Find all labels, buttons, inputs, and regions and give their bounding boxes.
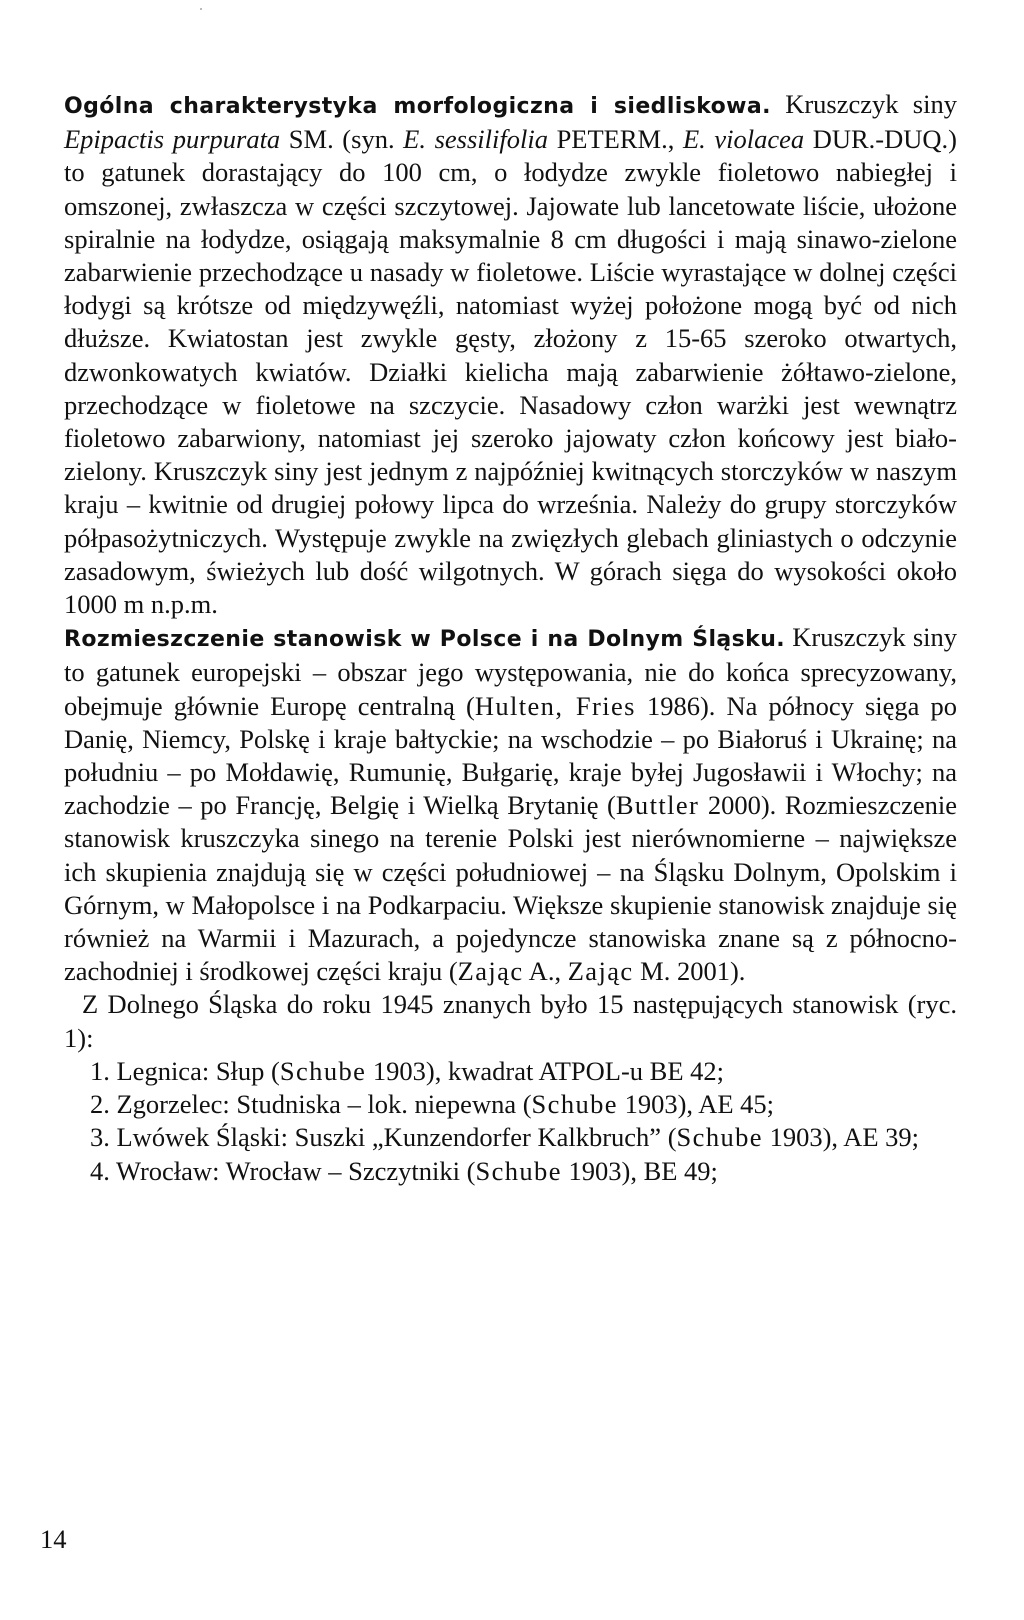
species-name-italic: Epipactis purpurata xyxy=(64,124,281,155)
list-item-text: 4. Wrocław: Wrocław – Szczytniki ( xyxy=(90,1155,476,1186)
list-item-text: 1. Legnica: Słup ( xyxy=(90,1055,280,1086)
text-span: A., xyxy=(523,956,568,987)
list-item xyxy=(90,1055,957,1088)
synonym-italic: E. violacea xyxy=(682,124,805,155)
author-citation: Hulten, Fries xyxy=(474,690,636,721)
paragraph-morphology xyxy=(64,88,957,621)
paragraph-distribution xyxy=(64,621,957,988)
text-span: Kruszczyk siny xyxy=(770,89,957,119)
author-citation: Schube xyxy=(676,1122,763,1153)
author-citation: Schube xyxy=(475,1155,562,1186)
list-item-text: 3. Lwówek Śląski: Suszki „Kunzendorfer Kalkbruch” ( xyxy=(90,1122,677,1153)
list-item xyxy=(90,1155,957,1188)
list-item-text: 2. Zgorzelec: Studniska – lok. niepewna ( xyxy=(90,1089,532,1120)
page-number: 14 xyxy=(40,1524,67,1554)
list-item-text: 1903), kwadrat ATPOL-u BE 42; xyxy=(366,1055,725,1086)
section-heading-morphology: Ogólna charakterystyka morfologiczna i siedliskowa. xyxy=(64,94,771,119)
author-citation: Zając xyxy=(457,956,524,987)
scan-speck xyxy=(200,8,202,10)
list-item xyxy=(90,1088,957,1121)
text-span: PETERM., xyxy=(547,124,683,155)
text-span: 2000). Rozmieszczenie stanowisk kruszczyka sinego na terenie Polski jest nierównomierne – największe ich skupienia znajdują się w części południowej – na Śląsku Dolnym, Opolskim i Górnym, w Małopolsce i na Podkarpaciu. Większe skupienie stanowisk znajduje się również na Warmii i Mazurach, a pojedyncze stanowiska znane są z północno-zachodniej i środkowej części kraju ( xyxy=(64,790,958,987)
list-item xyxy=(90,1121,957,1154)
text-span: 1986). Na północy sięga po Danię, Niemcy, Polskę i kraje bałtyckie; na wschodzie – po Białoruś i Ukrainę; na południu – po Mołdawię, Rumunię, Bułgarię, kraje byłej Jugosławii i Włochy; na zachodzie – po Francję, Belgię i Wielką Brytanię ( xyxy=(64,690,957,821)
text-span: SM. (syn. xyxy=(280,124,404,155)
synonym-italic: E. sessilifolia xyxy=(403,124,548,155)
paragraph-list-intro: Z Dolnego Śląska do roku 1945 znanych było 15 następujących stanowisk (ryc. 1): xyxy=(64,989,957,1053)
page-body xyxy=(64,88,957,1188)
list-item-text: 1903), AE 45; xyxy=(617,1089,775,1120)
text-span: DUR.-DUQ.) to gatunek dorastający do 100 cm, o łodydze zwykle fioletowo nabiegłej i omszonej, zwłaszcza w części szczytowej. Jajowate lub lancetowate liście, ułożone spiralnie na łodydze, osiągają maksymalnie 8 cm długości i mają sinawo-zielone zabarwienie przechodzące u nasady w fioletowe. Liście wyrastające w dolnej części łodygi są krótsze od międzywęźli, natomiast wyżej położone mogą być od nich dłuższe. Kwiatostan jest zwykle gęsty, złożony z 15-65 szeroko otwartych, dzwonkowatych kwiatów. Działki kielicha mają zabarwienie żółtawo-zielone, przechodzące w fioletowe na szczycie. Nasadowy człon warżki jest wewnątrz fioletowo zabarwiony, natomiast jej szeroko jajowaty człon końcowy jest biało-zielony. Kruszczyk siny jest jednym z najpóźniej kwitnących storczyków w naszym kraju – kwitnie od drugiej połowy lipca do września. Należy do grupy storczyków półpasożytniczych. Występuje zwykle na zwięzłych glebach gliniastych o odczynie zasadowym, świeżych lub dość wilgotnych. W górach sięga do wysokości około 1000 m n.p.m. xyxy=(64,124,957,620)
author-citation: Schube xyxy=(279,1055,367,1086)
text-span: M. 2001). xyxy=(633,956,746,987)
author-citation: Zając xyxy=(567,956,634,987)
author-citation: Buttler xyxy=(615,790,700,821)
list-item-text: 1903), AE 39; xyxy=(762,1122,920,1153)
text-span: Kruszczyk siny to gatunek europejski – obszar jego występowania, nie do końca sprecyzowany, obejmuje głównie Europę centralną ( xyxy=(64,622,957,721)
author-citation: Schube xyxy=(531,1089,618,1120)
list-item-text: 1903), BE 49; xyxy=(561,1155,718,1186)
section-heading-distribution: Rozmieszczenie stanowisk w Polsce i na Dolnym Śląsku. xyxy=(64,627,786,653)
